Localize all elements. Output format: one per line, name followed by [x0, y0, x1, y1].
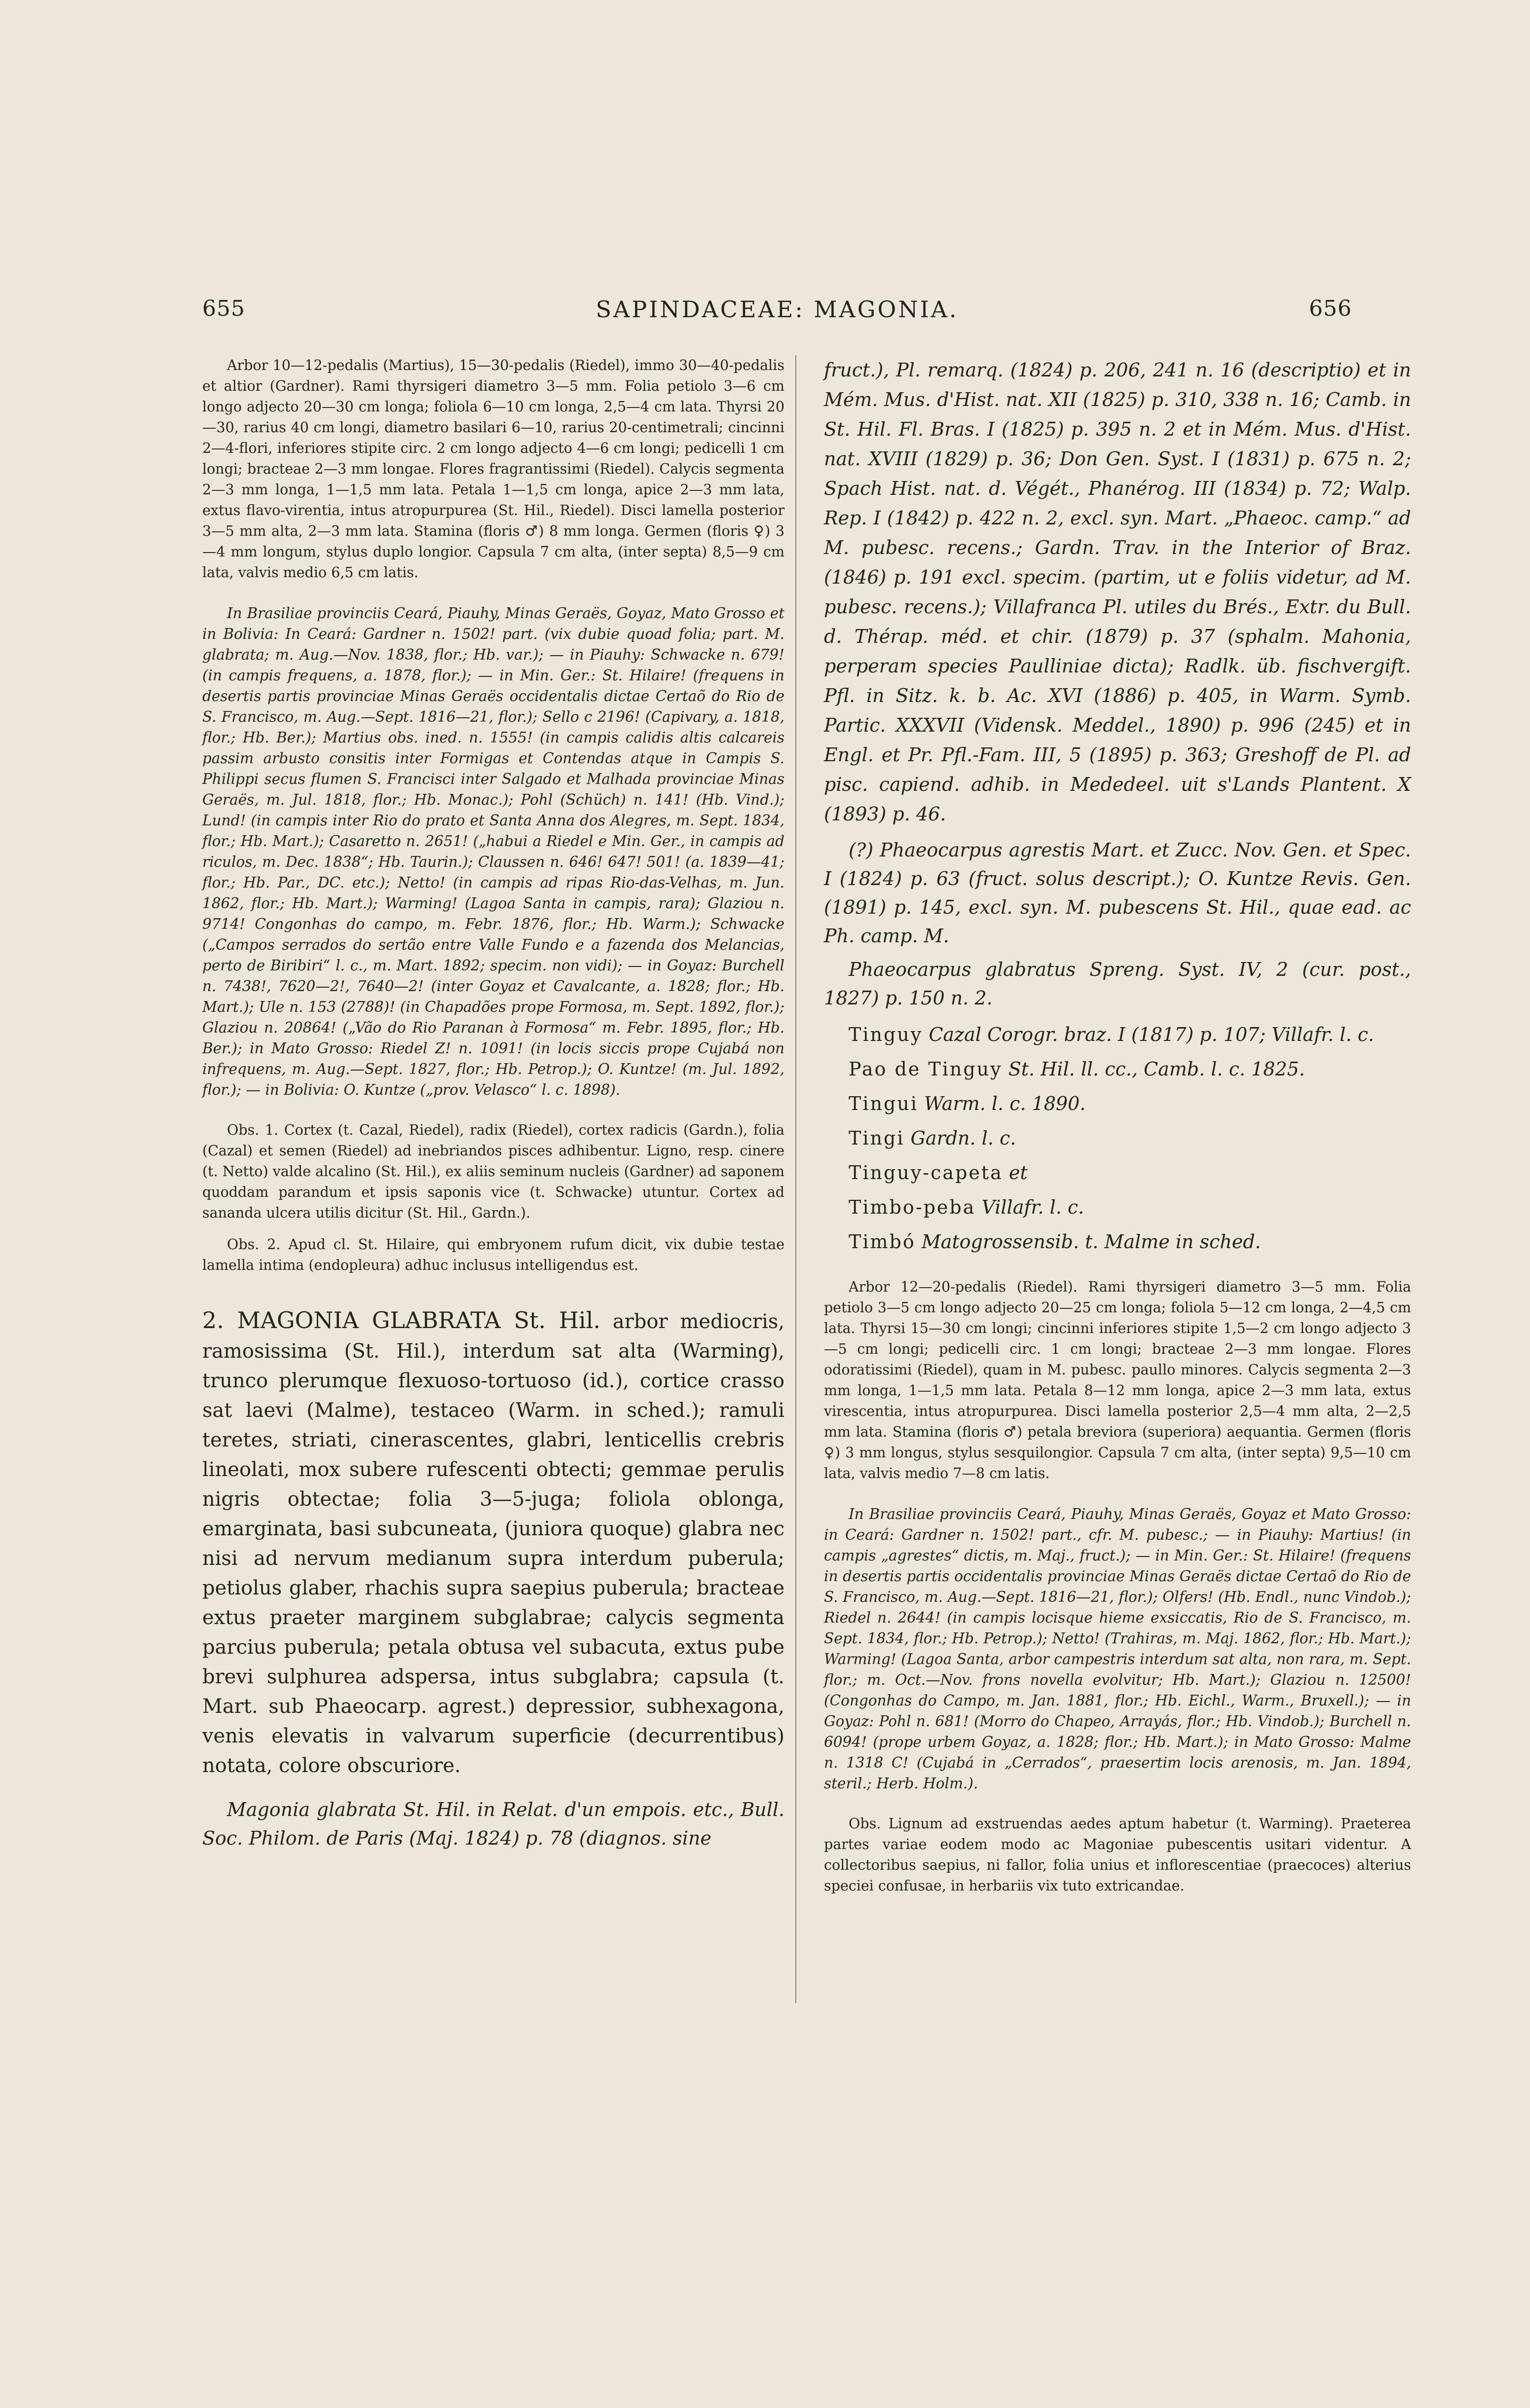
vernacular-name: Tinguy-capeta	[849, 1162, 1003, 1184]
vernacular-ref: Cazal Corogr. braz. I (1817) p. 107; Villafr. l. c.	[929, 1024, 1374, 1045]
vernacular-name: Pao de Tinguy	[849, 1058, 1003, 1080]
species-paragraph	[202, 1305, 784, 1780]
running-title: SAPINDACEAE: MAGONIA.	[596, 296, 959, 323]
synonym-start: Magonia glabrata St. Hil. in Relat. d'un empois. etc., Bull. Soc. Philom. de Paris (Maj. 1824) p. 78 (diagnos. sine	[202, 1799, 784, 1849]
vernacular-ref: Villafr. l. c.	[981, 1196, 1084, 1218]
synonym-phaeocarpus-agrestis: (?) Phaeocarpus agrestis Mart. et Zucc. Nov. Gen. et Spec. I (1824) p. 63 (fruct. solus descript.); O. Kuntze Revis. Gen. (1891) p. 145, excl. syn. M. pubescens St. Hil., quae ead. ac Ph. camp. M.	[824, 839, 1411, 947]
synonym-phaeocarpus-glabratus: Phaeocarpus glabratus Spreng. Syst. IV, 2 (cur. post., 1827) p. 150 n. 2.	[824, 959, 1411, 1009]
page-header	[202, 296, 1352, 335]
description-paragraph: Arbor 12—20-pedalis (Riedel). Rami thyrsigeri diametro 3—5 mm. Folia petiolo 3—5 cm longo adjecto 20—25 cm longa; foliola 5—12 cm longa, 2—4,5 cm lata. Thyrsi 15—30 cm longi; cincinni inferiores stipite 1,5—2 cm longo adjecto 3—5 cm longi; pedicelli circ. 1 cm longi; bracteae 2—3 mm longae. Flores odoratissimi (Riedel), quam in M. pubesc. paullo minores. Calycis segmenta 2—3 mm longa, 1—1,5 mm lata. Petala 8—12 mm longa, apice 2—3 mm lata, extus virescentia, intus atropurpurea. Disci lamella posterior 2,5—4 mm alta, 2—2,5 mm lata. Stamina (floris ♂) petala breviora (superiora) aequantia. Germen (floris ♀) 3 mm longus, stylus sesquilongior. Capsula 7 cm alta, (inter septa) 9,5—10 cm lata, valvis medio 7—8 cm latis.	[824, 1279, 1411, 1482]
vernacular-name: Tinguy	[849, 1024, 923, 1045]
vernacular-name-row	[849, 1190, 1411, 1224]
vernacular-name-row	[849, 1155, 1411, 1190]
vernacular-name: Tingi	[849, 1127, 905, 1149]
vernacular-name: Timbó	[849, 1231, 916, 1253]
page-number-right: 656	[1309, 296, 1352, 321]
vernacular-ref: et	[1008, 1162, 1028, 1184]
vernacular-name-row	[849, 1052, 1411, 1086]
vernacular-name-row	[849, 1224, 1411, 1259]
description-block	[202, 355, 784, 583]
right-column	[824, 355, 1411, 1907]
vernacular-name-row	[849, 1086, 1411, 1121]
obs-paragraph-glabrata: Obs. Lignum ad exstruendas aedes aptum habetur (t. Warming). Praeterea partes variae eodem modo ac Magoniae pubescentis usitari videntur. A collectoribus saepius, ni fallor, folia unius et inflorescentiae (praecoces) alterius speciei confusae, in herbariis vix tuto extricandae.	[824, 1815, 1411, 1894]
vernacular-name: Tingui	[849, 1093, 918, 1114]
vernacular-ref: Gardn. l. c.	[910, 1127, 1016, 1149]
vernacular-name: Timbo-peba	[849, 1196, 976, 1218]
synonym-continuation: fruct.), Pl. remarq. (1824) p. 206, 241 n. 16 (descriptio) et in Mém. Mus. d'Hist. nat. XII (1825) p. 310, 338 n. 16; Camb. in St. Hil. Fl. Bras. I (1825) p. 395 n. 2 et in Mém. Mus. d'Hist. nat. XVIII (1829) p. 36; Don Gen. Syst. I (1831) p. 675 n. 2; Spach Hist. nat. d. Végét., Phanérog. III (1834) p. 72; Walp. Rep. I (1842) p. 422 n. 2, excl. syn. Mart. „Phaeoc. camp.“ ad M. pubesc. recens.; Gardn. Trav. in the Interior of Braz. (1846) p. 191 excl. specim. (partim, ut e foliis videtur, ad M. pubesc. recens.); Villafranca Pl. utiles du Brés., Extr. du Bull. d. Thérap. méd. et chir. (1879) p. 37 (sphalm. Mahonia, perperam species Paulliniae dicta); Radlk. üb. fischvergift. Pfl. in Sitz. k. b. Ac. XVI (1886) p. 405, in Warm. Symb. Partic. XXXVII (Vidensk. Meddel., 1890) p. 996 (245) et in Engl. et Pr. Pfl.-Fam. III, 5 (1895) p. 363; Greshoff de Pl. ad pisc. capiend. adhib. in Mededeel. uit s'Lands Plantent. X (1893) p. 46.	[824, 359, 1411, 825]
left-column	[202, 355, 784, 1857]
vernacular-names	[824, 1017, 1411, 1259]
vernacular-ref: Matogrossensib. t. Malme in sched.	[921, 1231, 1261, 1253]
column-divider	[795, 355, 796, 2003]
species-text: arbor mediocris, ramosissima (St. Hil.), interdum sat alta (Warming), trunco plerumque flexuoso-tortuoso (id.), cortice crasso sat laevi (Malme), testaceo (Warm. in sched.); ramuli teretes, striati, cinerascentes, glabri, lenticellis crebris lineolati, mox subere rufescenti obtecti; gemmae perulis nigris obtectae; folia 3—5-juga; foliola oblonga, emarginata, basi subcuneata, (juniora quoque) glabra nec nisi ad nervum medianum supra interdum puberula; petiolus glaber, rhachis supra saepius puberula; bracteae extus praeter marginem subglabrae; calycis segmenta parcius puberula; petala obtusa vel subacuta, extus pube brevi sulphurea adspersa, intus subglabra; capsula (t. Mart. sub Phaeocarp. agrest.) depressior, subhexagona, venis elevatis in valvarum superficie (decurrentibus) notata, colore obscuriore.	[202, 1310, 784, 1777]
vernacular-ref: St. Hil. ll. cc., Camb. l. c. 1825.	[1008, 1058, 1305, 1080]
vernacular-ref: Warm. l. c. 1890.	[924, 1093, 1086, 1114]
species-heading: 2. MAGONIA GLABRATA St. Hil.	[202, 1307, 600, 1334]
distribution-paragraph: In Brasiliae provinciis Ceará, Piauhy, Minas Geraës, Goyaz, Mato Grosso et in Bolivia: In Ceará: Gardner n. 1502! part. (vix dubie quoad folia; part. M. glabrata; m. Aug.—Nov. 1838, flor.; Hb. var.); — in Piauhy: Schwacke n. 679! (in campis frequens, a. 1878, flor.); — in Min. Ger.: St. Hilaire! (frequens in desertis partis provinciae Minas Geraës occidentalis dictae Certaõ do Rio de S. Francisco, m. Aug.—Sept. 1816—21, flor.); Sello c 2196! (Capivary, a. 1818, flor.; Hb. Ber.); Martius obs. ined. n. 1555! (in campis calidis altis calcareis passim arbusto consitis inter Formigas et Contendas atque in Campis S. Philippi secus flumen S. Francisci inter Salgado et Malhada provinciae Minas Geraës, m. Jul. 1818, flor.; Hb. Monac.); Pohl (Schüch) n. 141! (Hb. Vind.); Lund! (in campis inter Rio do prato et Santa Anna dos Alegres, m. Sept. 1834, flor.; Hb. Mart.); Casaretto n. 2651! („habui a Riedel e Min. Ger., in campis ad riculos, m. Dec. 1838“; Hb. Taurin.); Claussen n. 646! 647! 501! (a. 1839—41; flor.; Hb. Par., DC. etc.); Netto! (in campis ad ripas Rio-das-Velhas, m. Jun. 1862, flor.; Hb. Mart.); Warming! (Lagoa Santa in campis, rara); Glaziou n. 9714! Congonhas do campo, m. Febr. 1876, flor.; Hb. Warm.); Schwacke („Campos serrados do sertão entre Valle Fundo e a fazenda dos Melancias, perto de Biribiri“ l. c., m. Mart. 1892; specim. non vidi); — in Goyaz: Burchell n. 7438!, 7620—2!, 7640—2! (inter Goyaz et Cavalcante, a. 1828; flor.; Hb. Mart.); Ule n. 153 (2788)! (in Chapadões prope Formosa, m. Sept. 1892, flor.); Glaziou n. 20864! („Vão do Rio Paranan à Formosa“ m. Febr. 1895, flor.; Hb. Ber.); in Mato Grosso: Riedel Z! n. 1091! (in locis siccis prope Cujabá non infrequens, m. Aug.—Sept. 1827, flor.; Hb. Petrop.); O. Kuntze! (m. Jul. 1892, flor.); — in Bolivia: O. Kuntze („prov. Velasco“ l. c. 1898).	[202, 605, 784, 1098]
page-number-left: 655	[202, 296, 245, 321]
description-paragraph: Arbor 10—12-pedalis (Martius), 15—30-pedalis (Riedel), immo 30—40-pedalis et altior (Gardner). Rami thyrsigeri diametro 3—5 mm. Folia petiolo 3—6 cm longo adjecto 20—30 cm longa; foliola 6—10 cm longa, 2,5—4 cm lata. Thyrsi 20—30, rarius 40 cm longi, diametro basilari 6—10, rarius 20-centimetrali; cincinni 2—4-flori, inferiores stipite circ. 2 cm longo adjecto 4—6 cm longi; pedicelli 1 cm longi; bracteae 2—3 mm longae. Flores fragrantissimi (Riedel). Calycis segmenta 2—3 mm longa, 1—1,5 mm lata. Petala 1—1,5 cm longa, apice 2—3 mm lata, extus flavo-virentia, intus atropurpurea (St. Hil., Riedel). Disci lamella posterior 3—5 mm alta, 2—3 mm lata. Stamina (floris ♂) 8 mm longa. Germen (floris ♀) 3—4 mm longum, stylus duplo longior. Capsula 7 cm alta, (inter septa) 8,5—9 cm lata, valvis medio 6,5 cm latis.	[202, 357, 784, 581]
vernacular-name-row	[849, 1121, 1411, 1155]
description-block-glabrata	[824, 1277, 1411, 1484]
distribution-paragraph-glabrata: In Brasiliae provinciis Ceará, Piauhy, Minas Geraës, Goyaz et Mato Grosso: in Ceará: Gardner n. 1502! part., cfr. M. pubesc.; — in Piauhy: Martius! (in campis „agrestes“ dictis, m. Maj., fruct.); — in Min. Ger.: St. Hilaire! (frequens in desertis partis occidentalis provinciae Minas Geraës dictae Certaõ do Rio de S. Francisco, m. Aug.—Sept. 1816—21, flor.); Olfers! (Hb. Endl., nunc Vindob.); Riedel n. 2644! (in campis locisque hieme exsiccatis, Rio de S. Francisco, m. Sept. 1834, flor.; Hb. Petrop.); Netto! (Trahiras, m. Maj. 1862, flor.; Hb. Mart.); Warming! (Lagoa Santa, arbor campestris interdum sat alta, non rara, m. Sept. flor.; m. Oct.—Nov. frons novella evolvitur; Hb. Mart.); Glaziou n. 12500! (Congonhas do Campo, m. Jan. 1881, flor.; Hb. Eichl., Warm., Bruxell.); — in Goyaz: Pohl n. 681! (Morro do Chapeo, Arrayás, flor.; Hb. Vindob.); Burchell n. 6094! (prope urbem Goyaz, a. 1828; flor.; Hb. Mart.); in Mato Grosso: Malme n. 1318 C! (Cujabá in „Cerrados“, praesertim locis arenosis, m. Jan. 1894, steril.; Herb. Holm.).	[824, 1506, 1411, 1792]
obs-2-paragraph: Obs. 2. Apud cl. St. Hilaire, qui embryonem rufum dicit, vix dubie testae lamella intima (endopleura) adhuc inclusus intelligendus est.	[202, 1236, 784, 1273]
vernacular-name-row	[849, 1017, 1411, 1052]
obs-1-paragraph: Obs. 1. Cortex (t. Cazal, Riedel), radix (Riedel), cortex radicis (Gardn.), folia (Cazal) et semen (Riedel) ad inebriandos pisces adhibentur. Ligno, resp. cinere (t. Netto) valde alcalino (St. Hil.), ex aliis seminum nucleis (Gardner) ad saponem quoddam parandum et ipsis saponis vice (t. Schwacke) utuntur. Cortex ad sananda ulcera utilis dicitur (St. Hil., Gardn.).	[202, 1122, 784, 1221]
